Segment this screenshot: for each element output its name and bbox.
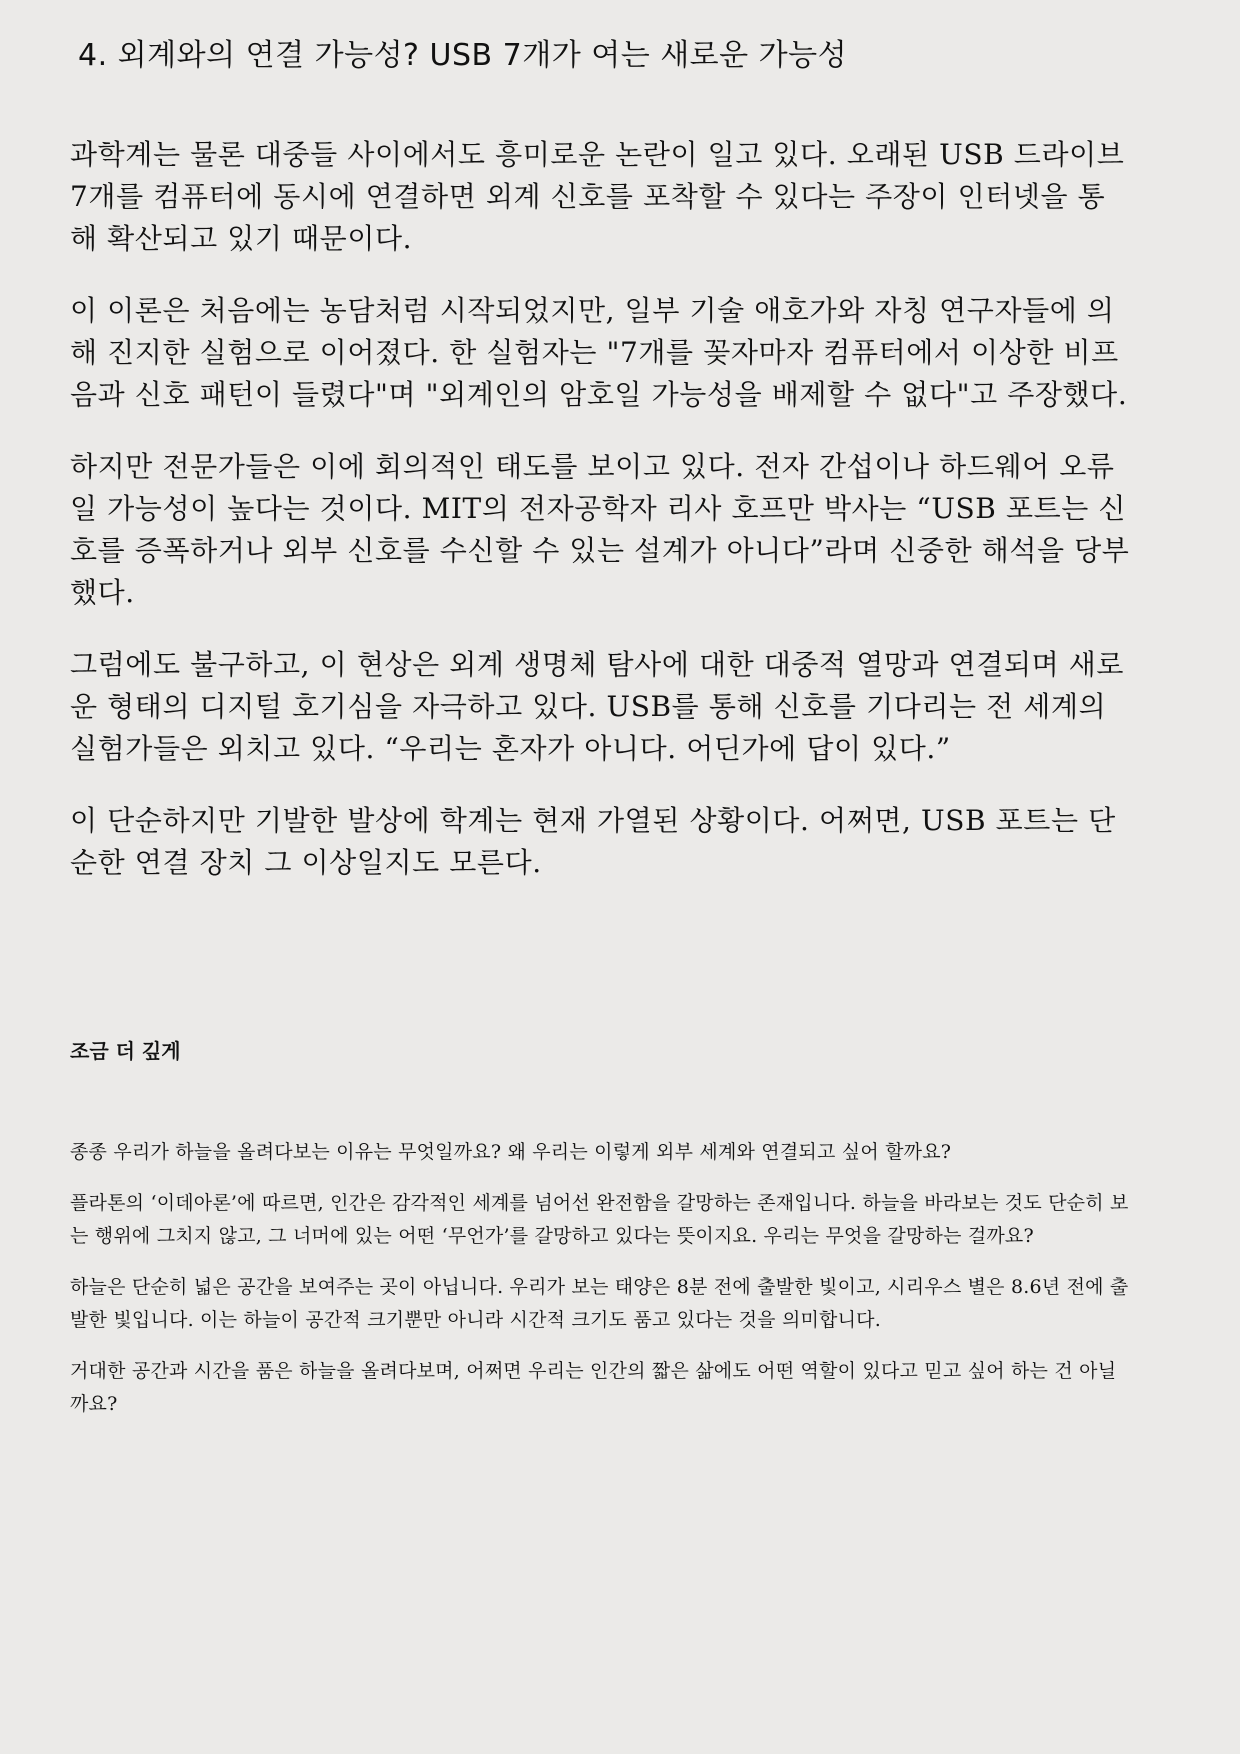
essay-paragraph: 하늘은 단순히 넓은 공간을 보여주는 곳이 아닙니다. 우리가 보는 태양은 8분 전에 출발한 빛이고, 시리우스 별은 8.6년 전에 출발한 빛입니다. 이는 하늘이 공간적 크기뿐만 아니라 시간적 크기도 품고 있다는 것을 의미합니다. bbox=[70, 1276, 1129, 1331]
article-paragraph: 이 이론은 처음에는 농담처럼 시작되었지만, 일부 기술 애호가와 자칭 연구자들에 의해 진지한 실험으로 이어졌다. 한 실험자는 "7개를 꽂자마자 컴퓨터에서 이상한 비프음과 신호 패턴이 들렸다"며 "외계인의 암호일 가능성을 배제할 수 없다"고 주장했다. bbox=[70, 294, 1128, 411]
article-paragraph: 하지만 전문가들은 이에 회의적인 태도를 보이고 있다. 전자 간섭이나 하드웨어 오류일 가능성이 높다는 것이다. MIT의 전자공학자 리사 호프만 박사는 “USB 포트는 신호를 증폭하거나 외부 신호를 수신할 수 있는 설계가 아니다”라며 신중한 해석을 당부했다. bbox=[70, 450, 1130, 609]
section-heading: 조금 더 깊게 bbox=[70, 1039, 181, 1063]
essay-paragraph: 거대한 공간과 시간을 품은 하늘을 올려다보며, 어쩌면 우리는 인간의 짧은 삶에도 어떤 역할이 있다고 믿고 싶어 하는 건 아닐까요? bbox=[70, 1360, 1117, 1415]
essay-body bbox=[70, 1136, 1130, 1439]
article-paragraph: 과학계는 물론 대중들 사이에서도 흥미로운 논란이 일고 있다. 오래된 USB 드라이브 7개를 컴퓨터에 동시에 연결하면 외계 신호를 포착할 수 있다는 주장이 인터넷을 통해 확산되고 있기 때문이다. bbox=[70, 138, 1125, 255]
article-body bbox=[70, 134, 1130, 914]
essay-paragraph: 종종 우리가 하늘을 올려다보는 이유는 무엇일까요? 왜 우리는 이렇게 외부 세계와 연결되고 싶어 할까요? bbox=[70, 1141, 952, 1163]
article-paragraph: 그럼에도 불구하고, 이 현상은 외계 생명체 탐사에 대한 대중적 열망과 연결되며 새로운 형태의 디지털 호기심을 자극하고 있다. USB를 통해 신호를 기다리는 전 세계의 실험가들은 외치고 있다. “우리는 혼자가 아니다. 어딘가에 답이 있다.” bbox=[70, 648, 1125, 765]
article-paragraph: 이 단순하지만 기발한 발상에 학계는 현재 가열된 상황이다. 어쩌면, USB 포트는 단순한 연결 장치 그 이상일지도 모른다. bbox=[70, 804, 1116, 879]
essay-paragraph: 플라톤의 ‘이데아론’에 따르면, 인간은 감각적인 세계를 넘어선 완전함을 갈망하는 존재입니다. 하늘을 바라보는 것도 단순히 보는 행위에 그치지 않고, 그 너머에 있는 어떤 ‘무언가’를 갈망하고 있다는 뜻이지요. 우리는 무엇을 갈망하는 걸까요? bbox=[70, 1192, 1129, 1247]
article-title: 4. 외계와의 연결 가능성? USB 7개가 여는 새로운 가능성 bbox=[78, 38, 848, 73]
